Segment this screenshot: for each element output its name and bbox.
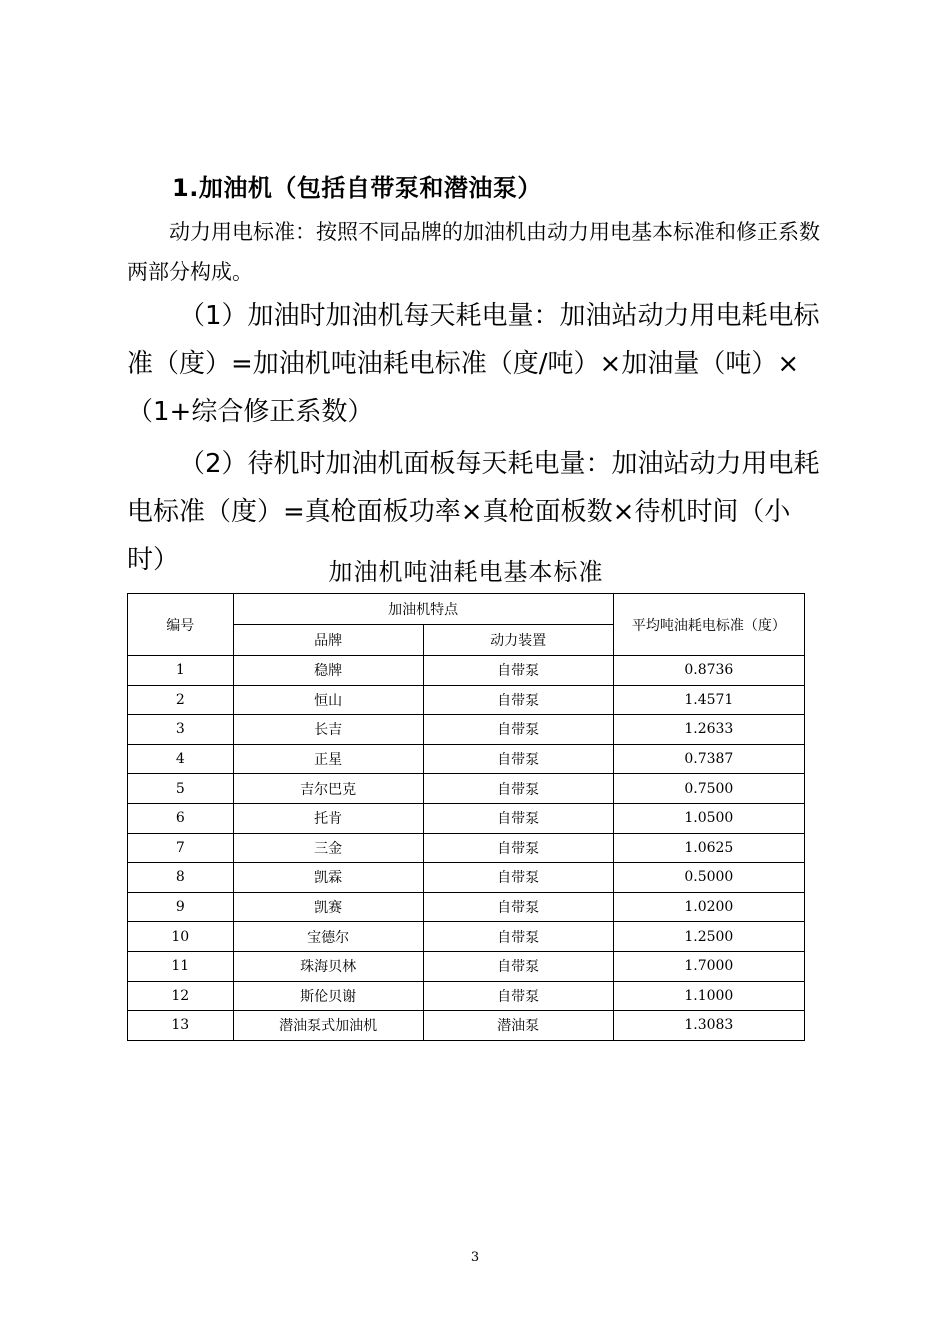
- cell-standard: 1.2633: [613, 715, 804, 745]
- cell-number: 3: [128, 715, 234, 745]
- table-row: [128, 774, 805, 804]
- section-heading: 1.加油机（包括自带泵和潜油泵）: [172, 174, 542, 202]
- table-row: [128, 833, 805, 863]
- table-row: [128, 981, 805, 1011]
- cell-power: 自带泵: [423, 951, 613, 981]
- table-row: [128, 951, 805, 981]
- cell-number: 5: [128, 774, 234, 804]
- cell-number: 7: [128, 833, 234, 863]
- cell-number: 10: [128, 922, 234, 952]
- header-features: 加油机特点: [233, 594, 613, 625]
- cell-standard: 1.0500: [613, 803, 804, 833]
- cell-number: 6: [128, 803, 234, 833]
- table-body: [128, 656, 805, 1041]
- cell-brand: 凯霖: [233, 863, 423, 893]
- cell-power: 自带泵: [423, 685, 613, 715]
- cell-brand: 三金: [233, 833, 423, 863]
- cell-standard: 1.0625: [613, 833, 804, 863]
- cell-brand: 恒山: [233, 685, 423, 715]
- cell-brand: 托肯: [233, 803, 423, 833]
- table-title: 加油机吨油耗电基本标准: [328, 558, 604, 586]
- energy-standard-table: [127, 593, 805, 1041]
- table-row: [128, 656, 805, 686]
- table-row: [128, 744, 805, 774]
- table-row: [128, 922, 805, 952]
- table-row: [128, 892, 805, 922]
- cell-standard: 1.0200: [613, 892, 804, 922]
- cell-standard: 1.2500: [613, 922, 804, 952]
- cell-power: 自带泵: [423, 774, 613, 804]
- header-power: 动力装置: [423, 625, 613, 656]
- cell-brand: 正星: [233, 744, 423, 774]
- cell-standard: 0.5000: [613, 863, 804, 893]
- table-row: [128, 1011, 805, 1041]
- cell-number: 2: [128, 685, 234, 715]
- table-row: [128, 863, 805, 893]
- cell-brand: 稳牌: [233, 656, 423, 686]
- cell-brand: 潜油泵式加油机: [233, 1011, 423, 1041]
- cell-brand: 宝德尔: [233, 922, 423, 952]
- cell-power: 自带泵: [423, 803, 613, 833]
- formula-paragraph-1: （1）加油时加油机每天耗电量：加油站动力用电耗电标准（度）=加油机吨油耗电标准（度/吨）×加油量（吨）×（1+综合修正系数）: [127, 301, 820, 427]
- cell-power: 潜油泵: [423, 1011, 613, 1041]
- cell-number: 12: [128, 981, 234, 1011]
- cell-brand: 珠海贝林: [233, 951, 423, 981]
- cell-power: 自带泵: [423, 833, 613, 863]
- header-brand: 品牌: [233, 625, 423, 656]
- cell-standard: 0.7387: [613, 744, 804, 774]
- cell-standard: 0.7500: [613, 774, 804, 804]
- formula-paragraph-2: （2）待机时加油机面板每天耗电量：加油站动力用电耗电标准（度）=真枪面板功率×真枪面板数×待机时间（小时）: [127, 449, 820, 575]
- table-row: [128, 715, 805, 745]
- cell-power: 自带泵: [423, 981, 613, 1011]
- table-row: [128, 803, 805, 833]
- cell-standard: 1.1000: [613, 981, 804, 1011]
- cell-power: 自带泵: [423, 715, 613, 745]
- header-standard: 平均吨油耗电标准（度）: [613, 594, 804, 656]
- cell-brand: 凯赛: [233, 892, 423, 922]
- page-number: 3: [470, 1250, 480, 1265]
- cell-power: 自带泵: [423, 863, 613, 893]
- cell-standard: 0.8736: [613, 656, 804, 686]
- cell-number: 13: [128, 1011, 234, 1041]
- cell-standard: 1.7000: [613, 951, 804, 981]
- cell-number: 8: [128, 863, 234, 893]
- cell-brand: 长吉: [233, 715, 423, 745]
- cell-power: 自带泵: [423, 892, 613, 922]
- cell-standard: 1.4571: [613, 685, 804, 715]
- cell-power: 自带泵: [423, 744, 613, 774]
- cell-number: 9: [128, 892, 234, 922]
- intro-paragraph: 动力用电标准：按照不同品牌的加油机由动力用电基本标准和修正系数两部分构成。: [127, 220, 820, 284]
- cell-number: 1: [128, 656, 234, 686]
- cell-power: 自带泵: [423, 922, 613, 952]
- cell-brand: 斯伦贝谢: [233, 981, 423, 1011]
- cell-brand: 吉尔巴克: [233, 774, 423, 804]
- cell-number: 4: [128, 744, 234, 774]
- table-row: [128, 685, 805, 715]
- cell-number: 11: [128, 951, 234, 981]
- cell-standard: 1.3083: [613, 1011, 804, 1041]
- cell-power: 自带泵: [423, 656, 613, 686]
- header-number: 编号: [128, 594, 234, 656]
